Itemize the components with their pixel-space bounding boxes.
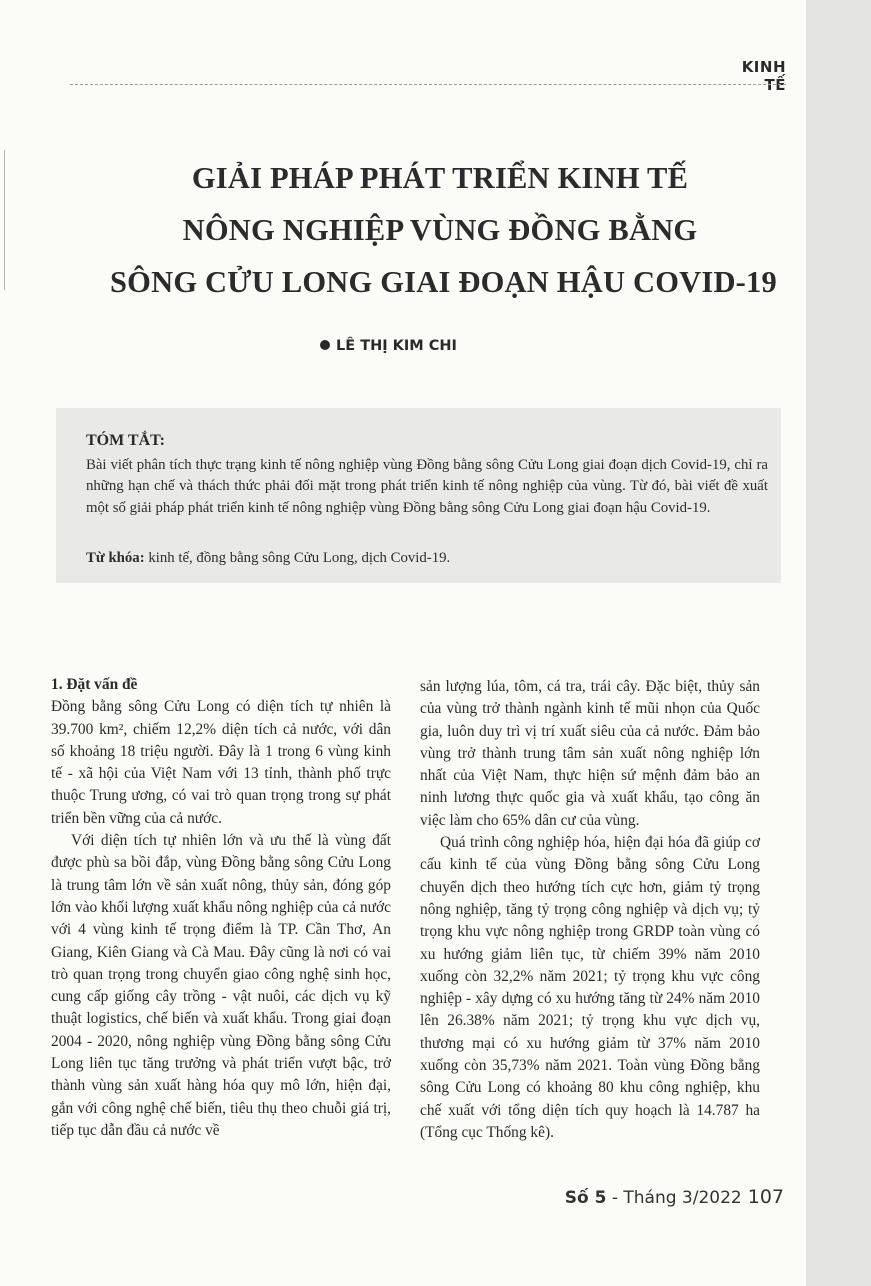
issue-number: Số 5 [564,1188,607,1208]
section-label: KINH TẾ [741,58,786,94]
page-edge-strip [806,0,871,1286]
issue-date: - Tháng 3/2022 [606,1188,742,1208]
bullet-icon [320,340,330,350]
page-footer [560,1186,784,1208]
title-line-3: SÔNG CỬU LONG GIAI ĐOẠN HẬU COVID-19 [110,265,777,299]
body-column-right [420,676,760,1144]
section-heading: 1. Đặt vấn đề [51,676,138,693]
paragraph: Đồng bằng sông Cửu Long có diện tích tự nhiên là 39.700 km², chiếm 12,2% diện tích cả nước, với dân số khoảng 18 triệu người. Đây là 1 trong 6 vùng kinh tế - xã hội của Việt Nam với 13 tỉnh, thành phố trực thuộc Trung ương, có vai trò quan trọng trong sự phát triển bền vững của cả nước. [51,698,391,827]
abstract-heading: TÓM TẮT: [86,432,165,449]
keywords-list: kinh tế, đồng bằng sông Cửu Long, dịch Covid-19. [144,550,451,566]
keywords [86,548,768,569]
paragraph: Quá trình công nghiệp hóa, hiện đại hóa đã giúp cơ cấu kinh tế của vùng Đồng bằng sông Cửu Long chuyển dịch theo hướng tích cực hơn, giảm tỷ trọng nông nghiệp, tăng tỷ trọng công nghiệp và dịch vụ; tỷ trọng khu vực nông nghiệp trong GRDP toàn vùng có xu hướng giảm liên tục, từ chiếm 39% năm 2010 xuống còn 32,2% năm 2021; tỷ trọng khu vực công nghiệp - xây dựng có xu hướng tăng từ 24% năm 2010 lên 26.38% năm 2021; tỷ trọng khu vực dịch vụ, thương mại có xu hướng giảm từ 37% năm 2010 xuống còn 35,73% năm 2021. Toàn vùng Đồng bằng sông Cửu Long có khoảng 80 khu công nghiệp, khu chế xuất với tổng diện tích quy hoạch là 14.787 ha (Tổng cục Thống kê). [420,834,760,1141]
margin-rule [4,150,5,290]
page-number: 107 [747,1186,784,1208]
abstract-text: Bài viết phân tích thực trạng kinh tế nông nghiệp vùng Đồng bằng sông Cửu Long giai đoạn dịch Covid-19, chỉ ra những hạn chế và thách thức phải đối mặt trong phát triển kinh tế nông nghiệp của vùng. Từ đó, bài viết đề xuất một số giải pháp phát triển kinh tế nông nghiệp vùng Đồng bằng sông Cửu Long giai đoạn hậu Covid-19. [86,457,768,516]
title-line-1: GIẢI PHÁP PHÁT TRIỂN KINH TẾ [191,161,689,195]
author-name: LÊ THỊ KIM CHI [336,338,457,354]
article-title [110,152,777,308]
header-rule [70,84,786,85]
paragraph: Với diện tích tự nhiên lớn và ưu thế là vùng đất được phù sa bồi đắp, vùng Đồng bằng sông Cửu Long là trung tâm lớn về sản xuất nông, thủy sản, đóng góp lớn vào khối lượng xuất khẩu nông nghiệp của cả nước với 4 vùng kinh tế trọng điểm là TP. Cần Thơ, An Giang, Kiên Giang và Cà Mau. Đây cũng là nơi có vai trò quan trọng trong chuyển giao công nghệ sinh học, cung cấp giống cây trồng - vật nuôi, các dịch vụ kỹ thuật logistics, chế biến và xuất khẩu. Trong giai đoạn 2004 - 2020, nông nghiệp vùng Đồng bằng sông Cửu Long liên tục tăng trưởng và phát triển vượt bậc, trở thành vùng sản xuất hàng hóa quy mô lớn, hiện đại, gắn với công nghệ chế biến, tiêu thụ theo chuỗi giá trị, tiếp tục dẫn đầu cả nước về [51,832,391,1139]
paragraph: sản lượng lúa, tôm, cá tra, trái cây. Đặc biệt, thủy sản của vùng trở thành ngành kinh tế mũi nhọn của Quốc gia, luôn duy trì vị trí xuất siêu của cả nước. Đảm bảo vùng trở thành trung tâm sản xuất nông nghiệp lớn nhất của Việt Nam, thực hiện sứ mệnh đảm bảo an ninh lương thực quốc gia và xuất khẩu, tạo công ăn việc làm cho 65% dân cư của vùng. [420,678,760,829]
author-line [320,338,580,354]
body-column-left [51,674,391,1142]
keywords-label: Từ khóa: [86,550,145,566]
title-line-2: NÔNG NGHIỆP VÙNG ĐỒNG BẰNG [182,213,698,247]
